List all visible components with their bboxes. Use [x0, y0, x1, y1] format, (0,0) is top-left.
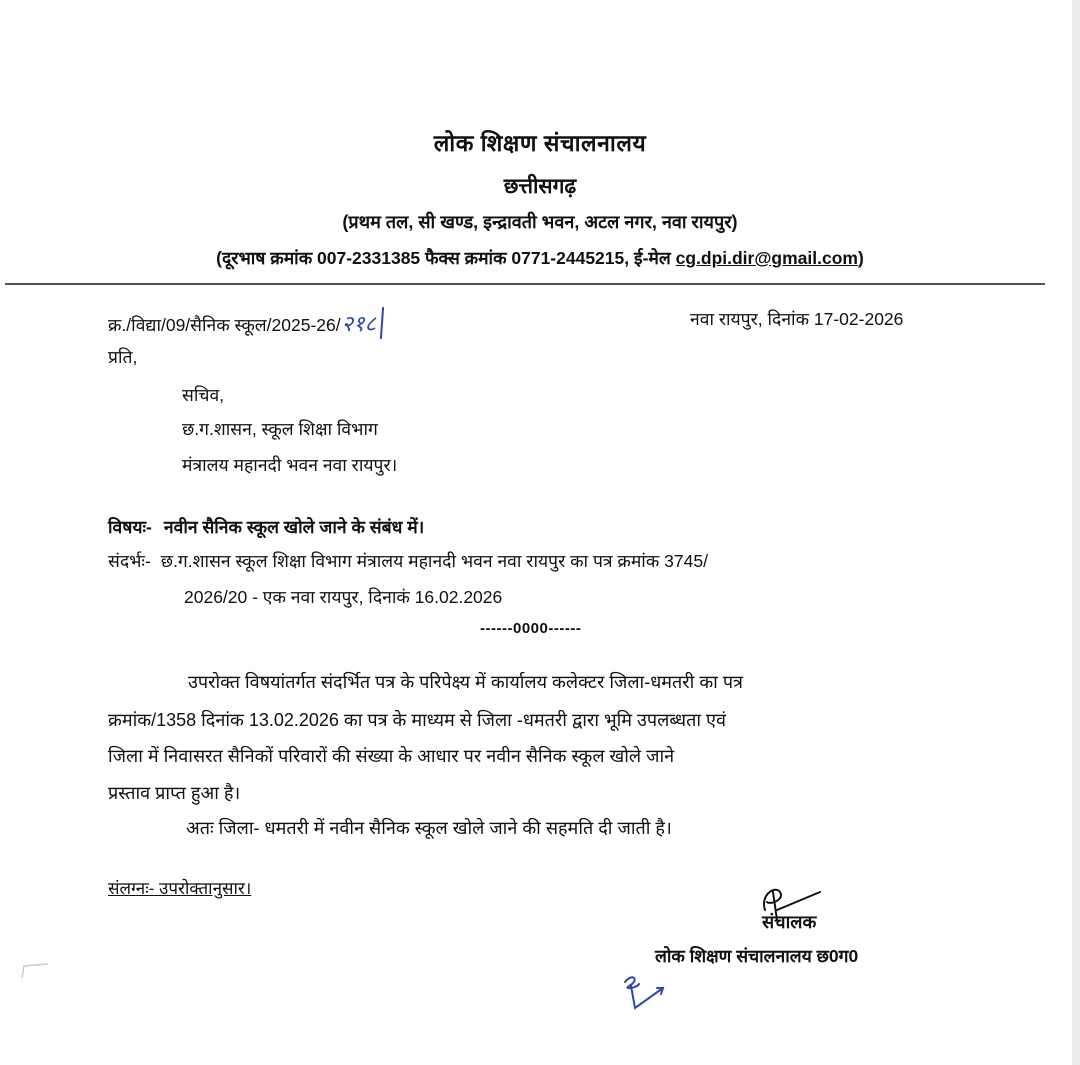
reference-line — [108, 549, 708, 573]
reference-line-continued: 2026/20 - एक नवा रायपुर, दिनाकं 16.02.2026 — [184, 587, 503, 607]
contact-close: ) — [857, 248, 864, 268]
body-line: अतः जिला- धमतरी में नवीन सैनिक स्कूल खोले जाने की सहमति दी जाती है। — [186, 818, 672, 838]
scan-mark-icon — [18, 960, 58, 980]
reference-text: छ.ग.शासन स्कूल शिक्षा विभाग मंत्रालय महानदी भवन नवा रायपुर का पत्र क्रमांक 3745/ — [160, 551, 708, 571]
recipient-line: मंत्रालय महानदी भवन नवा रायपुर। — [182, 455, 398, 475]
contact-details: (दूरभाष क्रमांक 007-2331385 फैक्स क्रमांक 0771-2445215, ई-मेल — [216, 248, 676, 268]
separator: ------0000------ — [480, 620, 582, 637]
reference-number-handwritten: २१८ — [341, 312, 376, 337]
place-date: नवा रायपुर, दिनांक 17-02-2026 — [690, 309, 904, 329]
recipient-line: सचिव, — [182, 385, 225, 405]
letterhead-state: छत्तीसगढ़ — [503, 175, 577, 198]
subject-label: विषयः- — [108, 517, 152, 537]
handwritten-stroke — [380, 307, 384, 339]
signatory-designation: संचालक — [762, 912, 817, 932]
enclosure-note: संलग्नः- उपरोक्तानुसार। — [108, 879, 252, 898]
subject-line — [108, 515, 424, 539]
signatory-office: लोक शिक्षण संचालनालय छ0ग0 — [655, 946, 859, 966]
subject-text: नवीन सैनिक स्कूल खोले जाने के संबंध में। — [163, 517, 425, 537]
header-divider — [5, 283, 1045, 285]
recipient-line: छ.ग.शासन, स्कूल शिक्षा विभाग — [182, 419, 378, 439]
body-line: जिला में निवासरत सैनिकों परिवारों की संख्या के आधार पर नवीन सैनिक स्कूल खोले जाने — [108, 746, 675, 766]
to-label: प्रति, — [108, 347, 138, 367]
letterhead-contact — [0, 246, 1080, 270]
body-line: प्रस्ताव प्राप्त हुआ है। — [108, 783, 241, 803]
scan-edge — [1072, 0, 1080, 1065]
body-line: उपरोक्त विषयांतर्गत संदर्भित पत्र के परिपेक्ष्य में कार्यालय कलेक्टर जिला-धमतरी का पत्र — [188, 672, 743, 692]
reference-number — [108, 307, 383, 339]
reference-label: संदर्भः- — [108, 551, 151, 571]
email-link[interactable]: cg.dpi.dir@gmail.com — [675, 248, 858, 268]
body-line: क्रमांक/1358 दिनांक 13.02.2026 का पत्र के माध्यम से जिला -धमतरी द्वारा भूमि उपलब्धता एवं — [108, 710, 726, 730]
letterhead-address: (प्रथम तल, सी खण्ड, इन्द्रावती भवन, अटल नगर, नवा रायपुर) — [342, 212, 738, 232]
initials-icon — [615, 970, 685, 1015]
reference-number-printed: क्र./विद्या/09/सैनिक स्कूल/2025-26/ — [108, 315, 341, 335]
letterhead-title: लोक शिक्षण संचालनालय — [433, 130, 647, 156]
